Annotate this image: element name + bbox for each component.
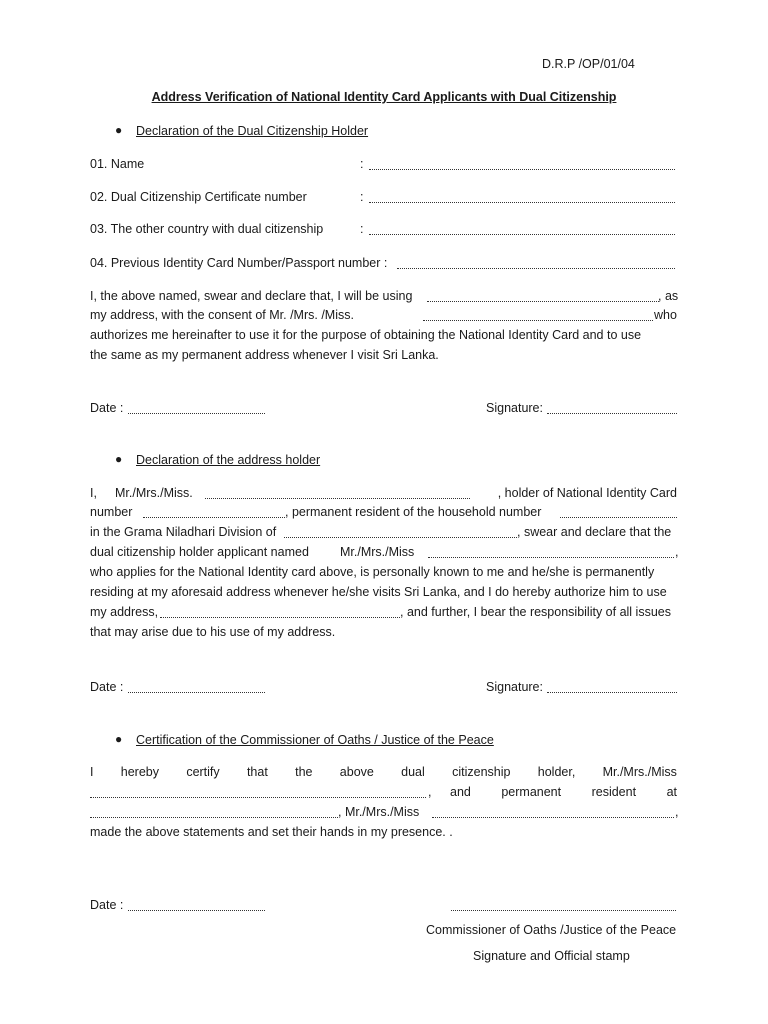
certify-word: holder, — [537, 765, 576, 779]
section1-line3-text: authorizes me hereinafter to use it for the purpose of obtaining the National Identity Card and to use — [90, 328, 642, 342]
household-number-line[interactable] — [560, 516, 677, 518]
section3-line2-words — [450, 785, 677, 799]
section2-line1-end: , holder of National Identity Card — [497, 486, 677, 500]
section3-line2-comma: , — [428, 785, 432, 799]
resident-word: permanent — [501, 785, 562, 799]
official-signature-line[interactable] — [451, 909, 676, 911]
section2-line2-text: , permanent resident of the household number — [285, 505, 542, 519]
section1-line4-text: the same as my permanent address whenever I visit Sri Lanka. — [90, 348, 439, 362]
certified-address-line[interactable] — [90, 816, 338, 818]
section2-line1-i: I, — [90, 486, 97, 500]
field-previous-id-line[interactable] — [397, 267, 675, 269]
section3-heading: Certification of the Commissioner of Oaths / Justice of the Peace — [136, 733, 494, 747]
resident-word: at — [666, 785, 677, 799]
section3-date-line[interactable] — [128, 909, 265, 911]
certify-word: the — [295, 765, 313, 779]
applicant-name-line[interactable] — [428, 556, 674, 558]
section2-line8-text: that may arise due to his use of my address. — [90, 625, 336, 639]
certify-word: certify — [186, 765, 220, 779]
certify-word: citizenship — [452, 765, 511, 779]
section3-line4-text: made the above statements and set their hands in my presence. . — [90, 825, 453, 839]
gn-division-line[interactable] — [284, 536, 517, 538]
certified-address-holder-line[interactable] — [432, 816, 674, 818]
section2-line1-title: Mr./Mrs./Miss. — [115, 486, 193, 500]
section1-heading: Declaration of the Dual Citizenship Holder — [136, 124, 369, 138]
section2-line5-text: who applies for the National Identity card above, is personally known to me and he/she is permanently — [90, 565, 655, 579]
resident-word: and — [450, 785, 471, 799]
section2-line6-text: residing at my aforesaid address whenever he/she visits Sri Lanka, and I do hereby authorize him to use — [90, 585, 667, 599]
certify-word: that — [246, 765, 268, 779]
consent-name-line[interactable] — [423, 319, 653, 321]
section1-line2-text — [90, 308, 421, 322]
bullet-icon: ● — [115, 123, 123, 137]
field-name-line[interactable] — [369, 168, 675, 170]
section3-line3-end: , — [675, 805, 679, 819]
field-certificate-label: 02. Dual Citizenship Certificate number — [90, 190, 307, 204]
section2-heading: Declaration of the address holder — [136, 453, 321, 467]
section1-signature-line[interactable] — [547, 412, 677, 414]
section3-date-label: Date : — [90, 898, 124, 912]
resident-word: resident — [591, 785, 637, 799]
holder-nic-line[interactable] — [143, 516, 285, 518]
certify-word: I — [90, 765, 94, 779]
field-previous-id-label: 04. Previous Identity Card Number/Passport number : — [90, 256, 388, 270]
section2-line4-end: , — [675, 545, 679, 559]
section1-date-label: Date : — [90, 401, 124, 415]
certify-word: hereby — [120, 765, 160, 779]
certify-word: Mr./Mrs./Miss — [602, 765, 677, 779]
section1-signature-label: Signature: — [486, 401, 543, 415]
document-title: Address Verification of National Identity Card Applicants with Dual Citizenship — [151, 90, 617, 104]
section2-signature-label: Signature: — [486, 680, 543, 694]
certify-word: dual — [401, 765, 425, 779]
official-title: Commissioner of Oaths /Justice of the Peace — [426, 923, 677, 937]
section2-line7-text: my address, — [90, 605, 159, 619]
document-reference: D.R.P /OP/01/04 — [542, 57, 635, 71]
section3-line3-text: , Mr./Mrs./Miss — [338, 805, 420, 819]
certified-holder-name-line[interactable] — [90, 796, 426, 798]
section3-line1 — [90, 765, 677, 779]
certify-word: above — [339, 765, 374, 779]
authorized-address-line[interactable] — [160, 616, 400, 618]
field-certificate-colon: : — [360, 190, 364, 204]
bullet-icon: ● — [115, 732, 123, 746]
consent-text: my address, with the consent of Mr. /Mrs. /Miss. — [90, 308, 354, 322]
section2-signature-line[interactable] — [547, 691, 677, 693]
section1-line1-end: , as — [658, 289, 679, 303]
official-subtitle: Signature and Official stamp — [473, 949, 630, 963]
holder-name-line[interactable] — [205, 497, 470, 499]
section1-line2-end: who — [654, 308, 677, 322]
field-name-label: 01. Name — [90, 157, 145, 171]
field-country-line[interactable] — [369, 233, 675, 235]
bullet-icon: ● — [115, 452, 123, 466]
section1-date-line[interactable] — [128, 412, 265, 414]
section2-date-label: Date : — [90, 680, 124, 694]
field-name-colon: : — [360, 157, 364, 171]
field-country-colon: : — [360, 222, 364, 236]
address-line[interactable] — [427, 300, 659, 302]
section2-line2-number: number — [90, 505, 133, 519]
section2-line3-text: in the Grama Niladhari Division of — [90, 525, 277, 539]
section2-line7-end: , and further, I bear the responsibility of all issues — [400, 605, 671, 619]
field-country-label: 03. The other country with dual citizenship — [90, 222, 324, 236]
section2-date-line[interactable] — [128, 691, 265, 693]
section1-line1-text: I, the above named, swear and declare that, I will be using — [90, 289, 413, 303]
section2-line4-text: dual citizenship holder applicant named — [90, 545, 309, 559]
section2-line3-end: , swear and declare that the — [517, 525, 672, 539]
section2-line4-title: Mr./Mrs./Miss — [340, 545, 415, 559]
field-certificate-line[interactable] — [369, 201, 675, 203]
